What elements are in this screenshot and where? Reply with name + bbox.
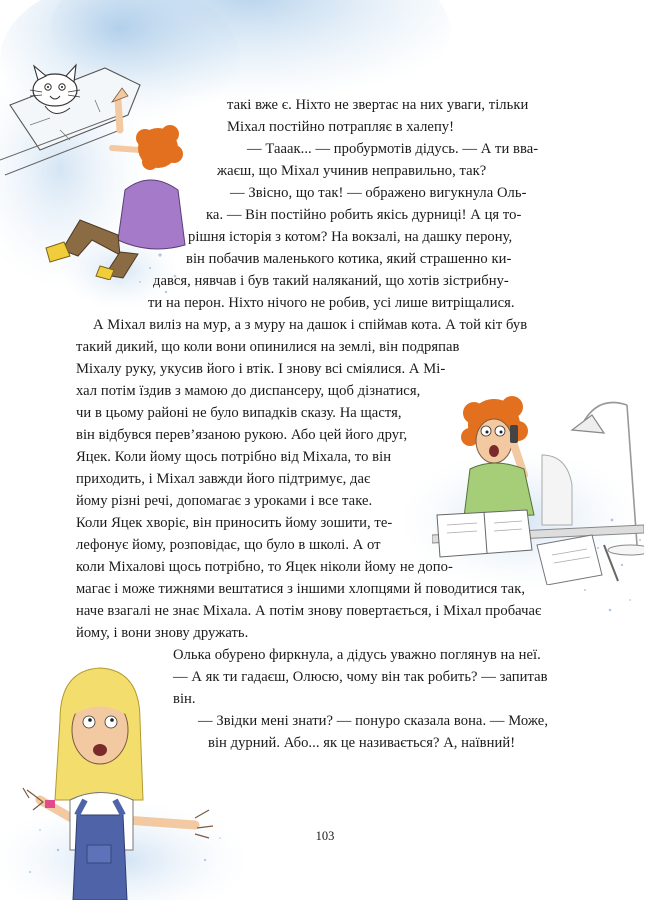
text-line-13: Міхалу руку, укусив його і втік. І знову всі сміялися. А Мі- — [76, 361, 446, 377]
text-line-27: — А як ти гадаєш, Олюсю, чому він так робить? — запитав — [173, 669, 548, 685]
text-line-23: магає і може тижнями вештатися з іншими хлопцями й поводитися так, — [76, 581, 526, 597]
text-line-11: А Міхал виліз на мур, а з муру на дашок і спіймав кота. А той кіт був — [93, 317, 528, 333]
text-line-4: жаєш, що Міхал учинив неправильно, так? — [217, 163, 487, 179]
text-line-15: чи в цьому районі не було випадків сказу. На щастя, — [76, 405, 402, 421]
text-line-30: він дурний. Або... як це називається? А, наївний! — [208, 735, 516, 751]
climbing-boy-illustration — [0, 30, 215, 280]
text-line-21: лефонує йому, розповідає, що було в школі. А от — [76, 537, 381, 553]
text-line-22: коли Міхалові щось потрібно, то Яцек ніколи йому не допо- — [76, 559, 453, 575]
text-line-12: такий дикий, що коли вони опинилися на землі, він подряпав — [76, 339, 460, 355]
text-line-16: він відбувся перев’язаною рукою. Або цей його друг, — [76, 427, 408, 443]
text-line-28: він. — [173, 691, 196, 707]
text-line-8: він побачив маленького котика, який страшенно ки- — [186, 251, 512, 267]
page-number: 103 — [315, 829, 335, 843]
text-line-7: рішня історія з котом? На вокзалі, на дашку перону, — [188, 229, 513, 245]
text-line-19: йому різні речі, допомагає з уроками і все таке. — [76, 493, 373, 509]
text-line-14: хал потім їздив з мамою до диспансеру, щоб дізнатися, — [76, 383, 421, 399]
text-line-17: Яцек. Коли йому щось потрібно від Міхала, то він — [76, 449, 392, 465]
text-line-20: Коли Яцек хворіє, він приносить йому зошити, те- — [76, 515, 393, 531]
text-line-26: Олька обурено фиркнула, а дідусь уважно поглянув на неї. — [173, 647, 541, 663]
boy-on-phone-illustration — [432, 385, 644, 585]
text-line-10: ти на перон. Ніхто нічого не робив, усі лише витріщалися. — [148, 295, 515, 311]
text-line-25: йому, і вони знову дружать. — [76, 625, 249, 641]
text-line-9: дався, нявчав і був такий наляканий, що хотів зістрибну- — [153, 273, 509, 289]
text-line-6: ка. — Він постійно робить якісь дурниці! А ця то- — [206, 207, 522, 223]
text-line-29: — Звідки мені знати? — понуро сказала вона. — Може, — [198, 713, 549, 729]
text-line-18: приходить, і Міхал завжди його підтримує, дає — [76, 471, 371, 487]
text-line-2: Міхал постійно потрапляє в халепу! — [227, 119, 455, 135]
shrugging-girl-illustration — [15, 650, 235, 900]
boy-on-phone-icon — [432, 396, 644, 585]
text-line-1: такі вже є. Ніхто не звертає на них уваги, тільки — [227, 97, 529, 113]
text-line-5: — Звісно, що так! — ображено вигукнула Оль- — [230, 185, 527, 201]
text-line-3: — Тааак... — пробурмотів дідусь. — А ти вва- — [247, 141, 539, 157]
text-line-24: наче взагалі не знає Міхала. А потім знову повертається, і Міхал пробачає — [76, 603, 542, 619]
